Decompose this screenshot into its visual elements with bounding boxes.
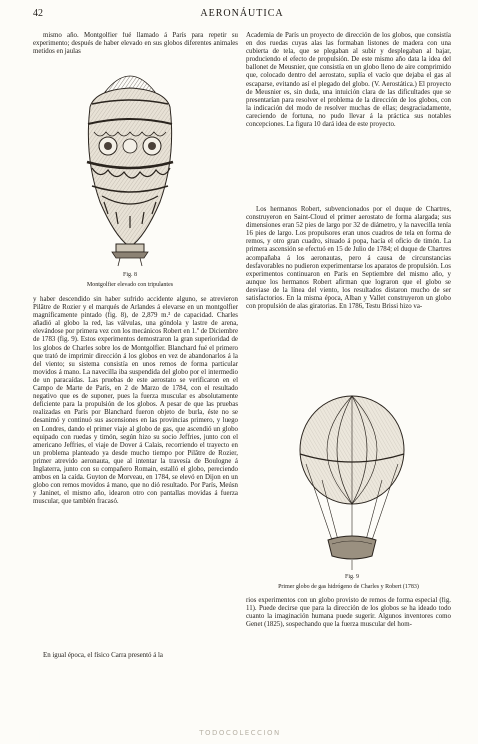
montgolfier-balloon-illustration	[70, 62, 190, 272]
right-column-bottom	[246, 597, 451, 663]
paragraph: mismo año. Montgolfier fué llamado á París para repetir su experimento; después de haber elevado en sus globos diferentes animales metidos en jaulas	[33, 32, 238, 56]
watermark-text: TODOCOLECCION	[199, 729, 281, 737]
right-column-middle	[246, 206, 451, 388]
left-column-bottom	[33, 296, 238, 651]
figure-9-caption: Primer globo de gas hidrógeno de Charles y Robert (1783)	[278, 584, 419, 590]
paragraph: rios experimentos con un globo provisto de remos de forma especial (fig. 11). Puede decirse que para la dirección de los globos se ha ideado todo cuanto la imaginación humana puede sugerir. Algunos inventores como Genet (1825), sospechando que la fuerza muscular del hom-	[246, 597, 451, 629]
figure-8-caption: Montgolfier elevado con tripulantes	[86, 282, 174, 288]
figure-9-label: Fig. 9	[344, 574, 359, 580]
paragraph: Los hermanos Robert, subvencionados por el duque de Chartres, construyeron en Saint-Cloud el primer aerostato de forma alargada; sus dimensiones eran 52 pies de largo por 32 de diámetro, y la navecilla tenía 16 pies de largo. Los propulsores eran unos cuadros de tela en forma de remos, y otro gran cuadro, situado á popa, hacía el oficio de timón. La primera ascensión se efectuó en 15 de Julio de 1784; el duque de Chartres acompañaba á los aeronautas, pero á causa de circunstancias desfavorables no pudieron experimentarse los aparatos de propulsión. Los experimentos continuaron en París en Septiembre del mismo año, y aunque los hermanos Robert afirman que lograron que el globo se desviase de la línea del viento, los resultados distaron mucho de ser satisfactorios. En la misma época, Alban y Vallet construyeron un globo con propulsión de alas giratorias. En 1786, Testu Brissi hizo va-	[246, 206, 451, 311]
figure-8-label: Fig. 8	[122, 272, 137, 278]
paragraph: En igual época, el físico Carra presentó á la	[43, 652, 163, 659]
left-column-last-line	[33, 652, 238, 662]
right-column-top	[246, 32, 451, 204]
page-header	[33, 8, 451, 22]
running-title: AERONÁUTICA	[200, 8, 284, 19]
paragraph: Academia de París un proyecto de dirección de los globos, que consistía en dos ruedas cuyas alas las formaban listones de madera con una cubierta de tela, que se plegaban al subir y desplegaban al bajar, produciendo el efecto de propulsión. De este mismo año data la idea del ballonet de Meusnier, que consistía en un globo lleno de aire comprimido que, colocado dentro del aerostato, suplía el vacío que dejaba el gas al escaparse, evitando así el plegado del globo. (V. Aerostática.) El proyecto de Meusnier es, sin duda, una intuición clara de las dificultades que se presentarían para resolver el problema de la dirección de los globos, con la indicación del modo de resolver muchas de ellas; desgraciadamente, careciendo de fortuna, no pudo llevar á la práctica sus notables concepciones. La figura 10 dará idea de este proyecto.	[246, 32, 451, 129]
paragraph: y haber descendido sin haber sufrido accidente alguno, se atrevieron Pilâtre de Rozier y el marqués de Arlandes á elevarse en un montgolfier magníficamente pintado (fig. 8), de 2,879 m.³ de capacidad. Charles añadió al globo la red, las válvulas, una góndola y lastre de arena, elevándose por primera vez con los mecánicos Robert en 1.º de Diciembre de 1783 (fig. 9). Estos experimentos demostraron la gran superioridad de los globos de Charles sobre los de Montgolfier. Blanchard fué el primero que trató de imprimir dirección á los globos en vez de abandonarlos á la del viento; su sistema consistía en unos remos de forma particular movidos á mano. La navecilla iba suspendida del globo por el intermedio de un paracaídas. Las pruebas de este aerostato se verificaron en el Campo de Marte de París, en 2 de Marzo de 1784, con el resultado negativo que es de suponer, pues la fuerza muscular es absolutamente deficiente para la propulsión de los globos. A pesar de que las pruebas realizadas en París por Blanchard fueron objeto de burla, éste no se desanimó y continuó sus ascensiones en las provincias primero, y luego en Londres, dando el primer viaje al globo de gas, que ascendió un globo equipado con ruedas y timón, según hizo su socio Jeffries, junto con el americano Jeffries, el viaje de Dover á Calais, recorriendo el trayecto en un problema planteado ya desde mucho tiempo por Pilâtre de Rozier, primer atrevido aeronauta, que al intentar la travesía de Boulogne á Inglaterra, junto con su compañero Romain, estalló el globo, pereciendo ambos en la caída. Guyton de Morveau, en 1784, se elevó en Dijon en un globo con remos movidos á mano, que no dió resultado. Por París, Meúsn y Janinet, el mismo año, idearon otro con pantallas movidas á fuerza muscular, que también fracasó.	[33, 296, 238, 506]
left-column-top	[33, 32, 238, 66]
hydrogen-balloon-illustration	[282, 392, 422, 572]
page-number: 42	[33, 8, 43, 19]
